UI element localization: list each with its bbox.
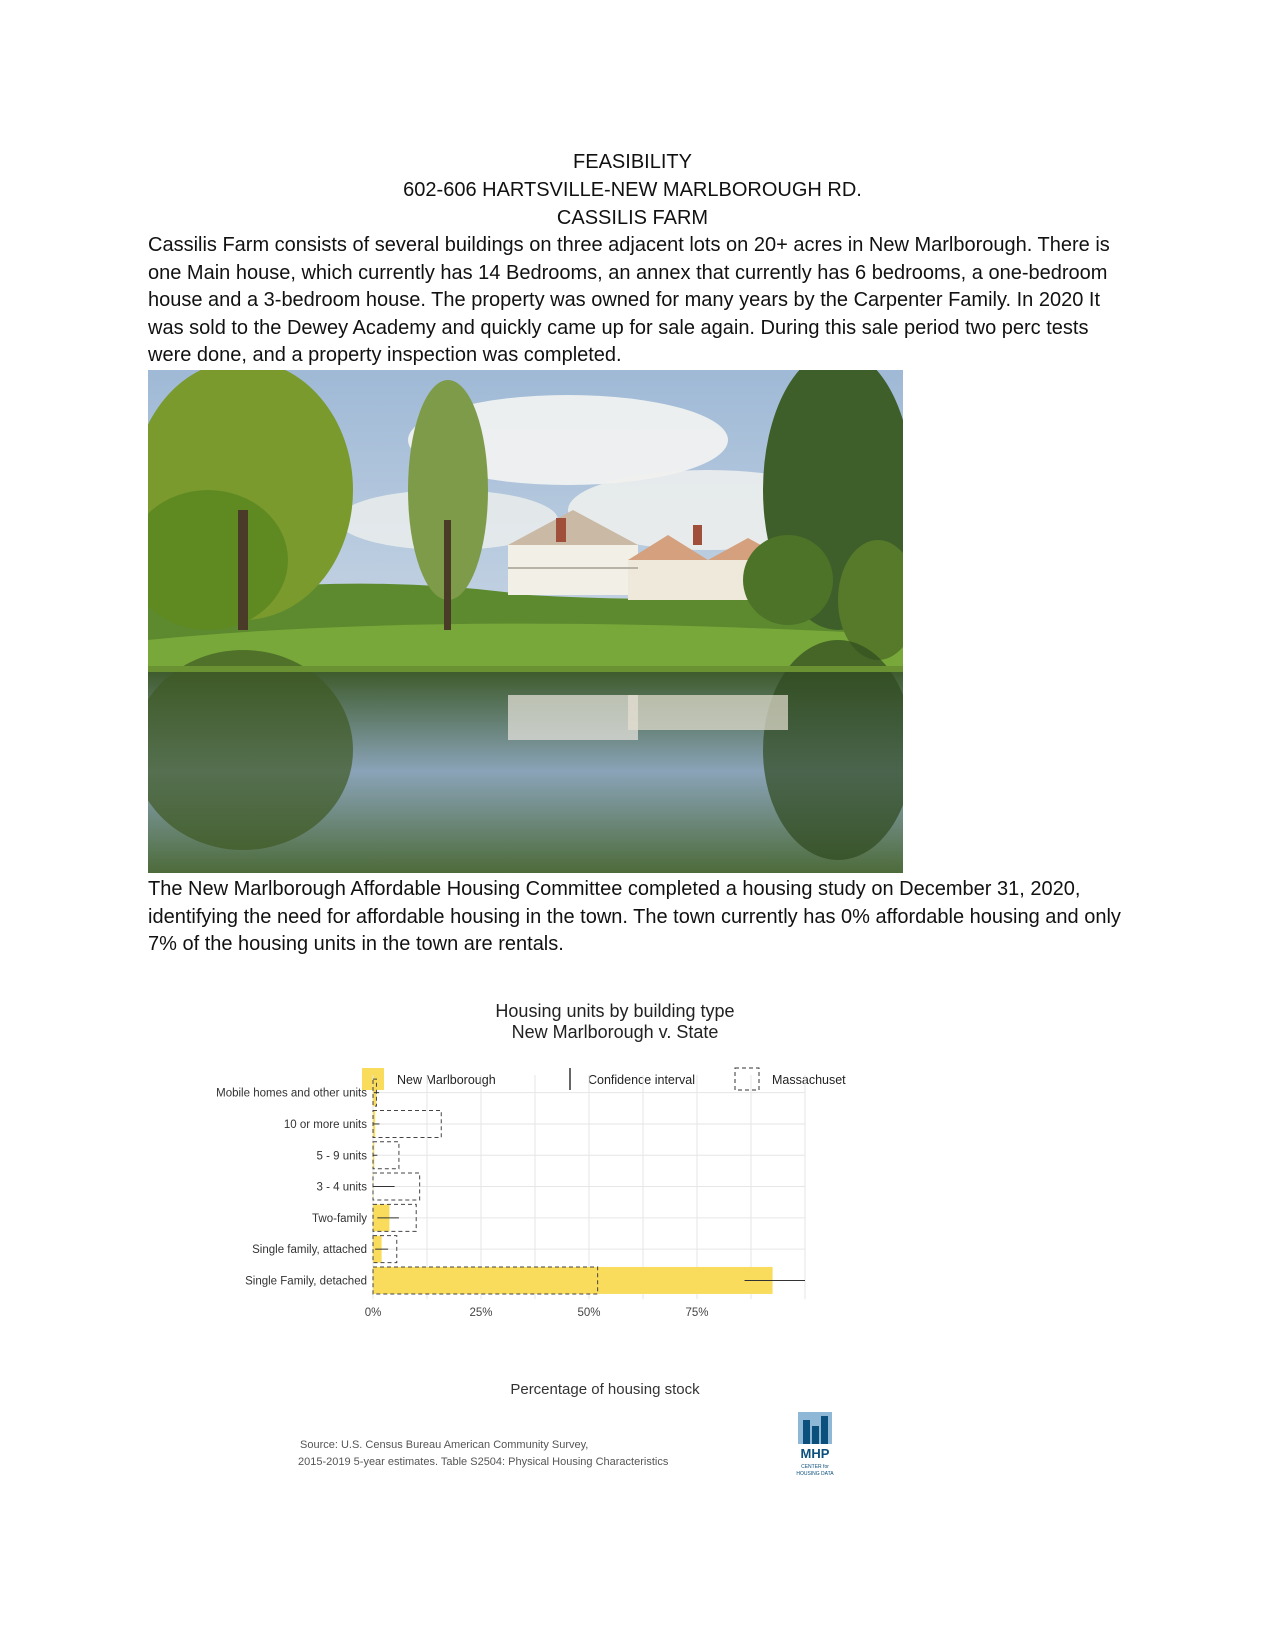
category-label: 10 or more units (283, 1118, 367, 1131)
legend-label-new-marlborough: New Marlborough (397, 1073, 496, 1087)
housing-units-chart (200, 995, 880, 1475)
document-heading (0, 148, 1265, 232)
category-label: Single family, attached (252, 1244, 367, 1257)
x-tick-label: 25% (469, 1307, 493, 1320)
category-label: 3 - 4 units (316, 1181, 367, 1194)
mhp-logo (795, 1412, 835, 1482)
chart-plot-area (216, 1075, 805, 1319)
housing-study-paragraph: The New Marlborough Affordable Housing Committee completed a housing study on December 31, 2020, identifying the need for affordable housing in the town. The town currently has 0% affordable housing and only 7% of the housing units in the town are rentals. (148, 878, 1121, 955)
category-label: 5 - 9 units (316, 1150, 367, 1163)
heading-property-name: CASSILIS FARM (556, 207, 709, 229)
x-tick-label: 75% (685, 1307, 709, 1320)
legend-swatch-massachusetts (735, 1068, 759, 1090)
logo-sub-text-1: CENTER for (801, 1464, 829, 1470)
bar-new-marlborough (373, 1267, 773, 1294)
chart-title: Housing units by building type (495, 1001, 735, 1021)
chart-legend (362, 1068, 846, 1090)
category-label: Mobile homes and other units (216, 1087, 367, 1100)
category-label: Single Family, detached (245, 1275, 367, 1288)
farm-photo (148, 370, 903, 873)
legend-label-confidence-interval: Confidence interval (588, 1073, 696, 1087)
legend-label-massachusetts: Massachuset (772, 1073, 846, 1087)
chart-subtitle: New Marlborough v. State (511, 1022, 719, 1042)
x-tick-label: 0% (364, 1307, 382, 1320)
chart-x-axis-label: Percentage of housing stock (510, 1381, 700, 1398)
intro-paragraph: Cassilis Farm consists of several buildings on three adjacent lots on 20+ acres in New Marlborough. There is one Main house, which currently has 14 Bedrooms, an annex that currently has 6 bedrooms, a one-bedroom house and a 3-bedroom house. The property was owned for many years by the Carpenter Family. In 2020 It was sold to the Dewey Academy and quickly came up for sale again. During this sale period two perc tests were done, and a property inspection was completed. (148, 234, 1110, 366)
chart-source-line-1: Source: U.S. Census Bureau American Community Survey, (300, 1439, 589, 1451)
logo-mhp-text: MHP (800, 1446, 830, 1461)
x-tick-label: 50% (577, 1307, 601, 1320)
logo-sub-text-2: HOUSING DATA (796, 1471, 834, 1477)
chart-source-line-2: 2015-2019 5-year estimates. Table S2504: Physical Housing Characteristics (298, 1456, 669, 1468)
heading-feasibility: FEASIBILITY (573, 151, 692, 173)
heading-address: 602-606 HARTSVILLE-NEW MARLBOROUGH RD. (403, 179, 862, 201)
category-label: Two-family (312, 1212, 367, 1225)
